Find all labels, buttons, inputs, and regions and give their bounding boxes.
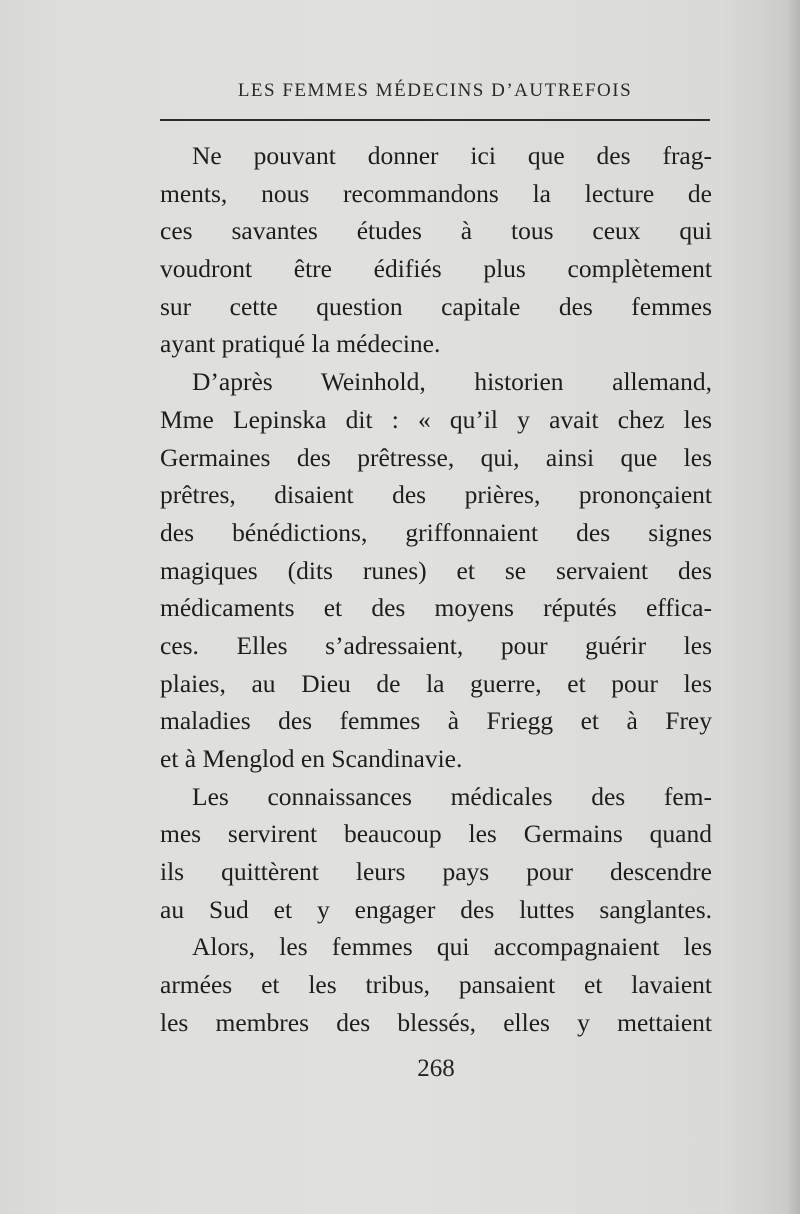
text-line: Mme Lepinska dit : « qu’il y avait chez les bbox=[160, 404, 712, 434]
text-line: ments, nous recommandons la lecture de bbox=[160, 178, 712, 208]
text-line: des bénédictions, griffonnaient des signes bbox=[160, 517, 712, 547]
text-line: D’après Weinhold, historien allemand, bbox=[192, 367, 712, 397]
text-line: sur cette question capitale des femmes bbox=[160, 291, 712, 321]
running-head: LES FEMMES MÉDECINS D’AUTREFOIS bbox=[237, 80, 633, 101]
text-line: Alors, les femmes qui accompagnaient les bbox=[192, 932, 712, 962]
text-line: ayant pratiqué la médecine. bbox=[160, 329, 441, 359]
page-number: 268 bbox=[417, 1055, 455, 1082]
text-line: Ne pouvant donner ici que des frag- bbox=[192, 141, 712, 170]
text-line: maladies des femmes à Friegg et à Frey bbox=[160, 706, 712, 736]
text-line: Les connaissances médicales des fem- bbox=[192, 781, 712, 811]
text-line: médicaments et des moyens réputés effica- bbox=[160, 593, 712, 623]
text-line: magiques (dits runes) et se servaient des bbox=[160, 555, 712, 585]
text-line: armées et les tribus, pansaient et lavaient bbox=[160, 970, 712, 1000]
body-text bbox=[160, 137, 712, 1042]
page-edge-shadow bbox=[786, 0, 800, 1214]
text-line: mes servirent beaucoup les Germains quand bbox=[160, 819, 712, 849]
text-line: ils quittèrent leurs pays pour descendre bbox=[160, 857, 712, 887]
text-line: et à Menglod en Scandinavie. bbox=[160, 744, 463, 773]
running-head-rule bbox=[160, 119, 710, 121]
text-line: les membres des blessés, elles y mettaient bbox=[160, 1007, 712, 1037]
text-line: prêtres, disaient des prières, prononçaient bbox=[160, 480, 712, 510]
text-line: ces. Elles s’adressaient, pour guérir les bbox=[160, 630, 712, 660]
text-line: au Sud et y engager des luttes sanglantes. bbox=[160, 894, 712, 924]
text-line: plaies, au Dieu de la guerre, et pour les bbox=[160, 668, 712, 698]
text-line: ces savantes études à tous ceux qui bbox=[160, 216, 712, 246]
text-line: voudront être édifiés plus complètement bbox=[160, 254, 712, 284]
text-line: Germaines des prêtresse, qui, ainsi que les bbox=[160, 442, 712, 472]
